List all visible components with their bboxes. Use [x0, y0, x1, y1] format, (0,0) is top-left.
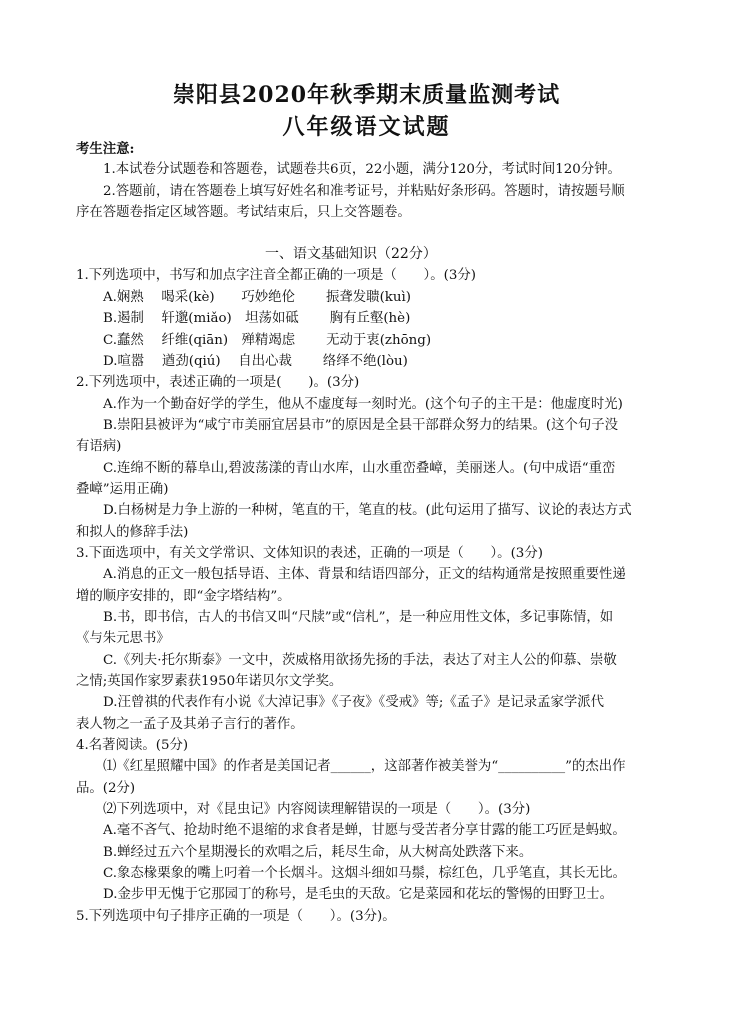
notice-line-1: 1.本试卷分试题卷和答题卷，试题卷共6页，22小题，满分120分，考试时间120分钟。 [103, 162, 621, 177]
q2-option-c-line1: C.连绵不断的幕阜山,碧波荡漾的青山水库，山水重峦叠嶂，美丽迷人。(句中成语“重峦 [103, 461, 616, 476]
q4-sub2-stem: ⑵下列选项中，对《昆虫记》内容阅读理解错误的一项是（ ）。(3分) [103, 802, 531, 817]
exam-title: 崇阳县2020年秋季期末质量监测考试 [172, 82, 561, 108]
q2-option-d-line2: 和拟人的修辞手法) [76, 525, 189, 540]
q4-stem: 4.名著阅读。(5分) [76, 738, 189, 753]
notice-line-2a: 2.答题前，请在答题卷上填写好姓名和准考证号，并粘贴好条形码。答题时，请按题号顺 [103, 184, 625, 199]
notice-heading: 考生注意: [76, 141, 135, 157]
q3-option-d-line2: 表人物之一孟子及其弟子言行的著作。 [76, 717, 304, 732]
q3-option-a-line1: A.消息的正文一般包括导语、主体、背景和结语四部分，正文的结构通常是按照重要性递 [103, 567, 626, 582]
q1-option-c: C.蠢然 纤维(qiān) 殚精竭虑 无动于衷(zhōng) [103, 333, 432, 348]
q3-option-a-line2: 增的顺序安排的，即“金字塔结构”。 [76, 589, 291, 604]
q5-stem: 5.下列选项中句子排序正确的一项是（ ）。(3分)。 [76, 909, 396, 924]
q1-stem: 1.下列选项中，书写和加点字注音全都正确的一项是（ ）。(3分) [76, 268, 476, 283]
q4-sub1-line1: ⑴《红星照耀中国》的作者是美国记者______，这部著作被美誉为“__________”的杰出作 [103, 759, 626, 774]
notice-line-2b: 序在答题卷指定区域答题。考试结束后，只上交答题卷。 [76, 205, 411, 220]
q2-stem: 2.下列选项中，表述正确的一项是( )。(3分) [76, 375, 360, 390]
q1-option-a: A.娴熟 喝采(kè) 巧妙绝伦 振聋发聩(kuì) [103, 290, 412, 305]
q2-option-d-line1: D.白杨树是力争上游的一种树，笔直的干，笔直的枝。(此句运用了描写、议论的表达方式 [103, 503, 632, 518]
q2-option-b-line2: 有语病) [76, 439, 122, 454]
q3-stem: 3.下面选项中，有关文学常识、文体知识的表述，正确的一项是（ ）。(3分) [76, 546, 543, 561]
q3-option-b-line1: B.书，即书信，古人的书信又叫“尺牍”或“信札”，是一种应用性文体，多记事陈情，如 [103, 610, 614, 625]
q3-option-c-line2: 之情;英国作家罗素获1950年诺贝尔文学奖。 [76, 674, 343, 689]
q2-option-c-line2: 叠嶂”运用正确) [76, 482, 169, 497]
section-heading: 一、语文基础知识（22分） [265, 246, 437, 262]
q2-option-b-line1: B.崇阳县被评为“咸宁市美丽宜居县市”的原因是全县干部群众努力的结果。(这个句子没 [103, 418, 619, 433]
exam-subtitle: 八年级语文试题 [282, 114, 451, 140]
q4-option-c: C.象态椽栗象的嘴上叼着一个长烟斗。这烟斗细如马鬃，棕红色，几乎笔直，其长无比。 [103, 866, 626, 881]
q1-option-d: D.喧嚣 遒劲(qiú) 自出心裁 络绎不绝(lòu) [103, 354, 408, 369]
q1-option-b: B.遏制 轩邈(miǎo) 坦荡如砥 胸有丘壑(hè) [103, 311, 411, 326]
q4-option-d: D.金步甲无愧于它那园丁的称号，是毛虫的天敌。它是菜园和花坛的警惕的田野卫士。 [103, 887, 613, 902]
q3-option-b-line2: 《与朱元思书》 [76, 631, 170, 646]
q2-option-a: A.作为一个勤奋好学的学生，他从不虚度每一刻时光。(这个句子的主干是：他虚度时光) [103, 397, 623, 412]
q3-option-d-line1: D.汪曾祺的代表作有小说《大淖记事》《子夜》《受戒》等;《孟子》是记录孟家学派代 [103, 695, 605, 710]
q4-option-b: B.蝉经过五六个星期漫长的欢唱之后，耗尽生命，从大树高处跌落下来。 [103, 845, 533, 860]
q4-option-a: A.毫不吝气、抢劫时绝不退缩的求食者是蝉，甘愿与受苦者分享甘露的能工巧匠是蚂蚁。 [103, 823, 626, 838]
q4-sub1-line2: 品。(2分) [76, 781, 136, 796]
q3-option-c-line1: C.《列夫·托尔斯泰》一文中，茨威格用欲扬先扬的手法，表达了对主人公的仰慕、崇敬 [103, 653, 617, 668]
